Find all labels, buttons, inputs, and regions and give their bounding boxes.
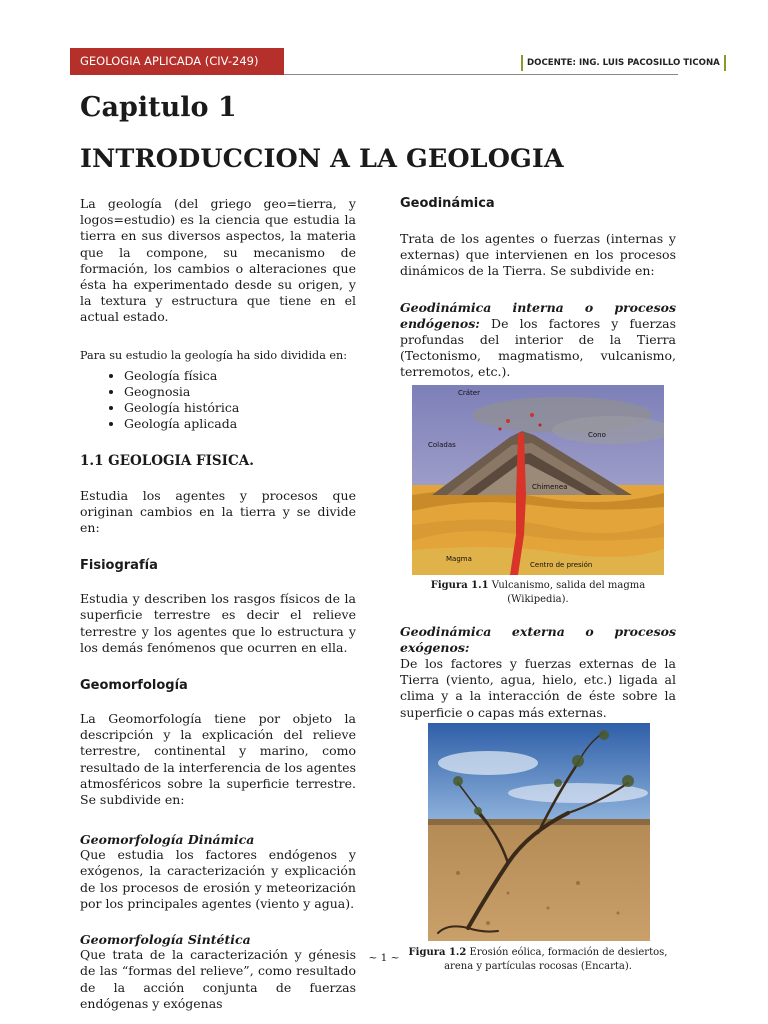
- figure-2-label: Figura 1.2: [408, 946, 467, 958]
- fisiografia-paragraph: Estudia y describen los rasgos físicos de la superficie terrestre es decir el relieve terrestre y los agentes que lo estructura y los demás fenómenos que ocurren en ella.: [80, 591, 356, 655]
- interna-text: De los factores y fuerzas profundas del interior de la Tierra (Tectonismo, magmatismo, vulcanismo, terremotos, etc.).: [400, 315, 676, 380]
- interna-paragraph: [400, 300, 676, 381]
- list-item: • Geognosia: [124, 384, 356, 400]
- label-crater: Cráter: [458, 388, 480, 397]
- sintetica-paragraph: Que trata de la caracterización y génesis de las “formas del relieve”, como resultado de la acción conjunta de fuerzas endógenas y exógenas: [80, 947, 356, 1011]
- geodinamica-heading: Geodinámica: [400, 196, 495, 211]
- volcano-illustration: [412, 385, 664, 575]
- figure-1-label: Figura 1.1: [430, 579, 489, 591]
- externa-text: De los factores y fuerzas externas de la Tierra (viento, agua, hielo, etc.) ligada al clima y a la interacción de éste sobre la superficie o capas más externas.: [400, 656, 676, 720]
- division-intro: Para su estudio la geología ha sido dividida en:: [80, 348, 348, 362]
- label-magma: Magma: [446, 554, 472, 563]
- division-list: [80, 368, 356, 433]
- teacher-header: DOCENTE: ING. LUIS PACOSILLO TICONA: [521, 55, 726, 71]
- figure-1-caption: [400, 579, 676, 607]
- geomorfologia-paragraph: La Geomorfología tiene por objeto la descripción y la explicación del relieve terrestre, continental y marino, como resultado de la interferencia de los agentes atmosféricos sobre la superficie terrestre. Se subdivide en:: [80, 711, 356, 808]
- fisiografia-heading: Fisiografía: [80, 558, 158, 574]
- figure-2-text: Erosión eólica, formación de desiertos, arena y partículas rocosas (Encarta).: [444, 946, 668, 972]
- dinamica-heading: Geomorfología Dinámica: [80, 832, 255, 848]
- left-column: [80, 196, 356, 1012]
- externa-heading: Geodinámica externa o procesos exógenos:: [400, 623, 676, 655]
- page-title: INTRODUCCION A LA GEOLOGIA: [80, 144, 564, 174]
- section-paragraph: Estudia los agentes y procesos que originan cambios en la tierra y se divide en:: [80, 487, 356, 536]
- label-cono: Cono: [588, 430, 606, 439]
- section-heading: 1.1 GEOLOGIA FISICA.: [80, 452, 254, 469]
- intro-paragraph: La geología (del griego geo=tierra, y logos=estudio) es la ciencia que estudia la tierra en sus diversos aspectos, la materia que la compone, su mecanismo de formación, los cambios o alteraciones que ésta ha experimentado desde su origen, y la textura y estructura que tiene en el actual estado.: [80, 196, 356, 325]
- course-header: GEOLOGIA APLICADA (CIV-249): [70, 48, 284, 75]
- desert-figure: [428, 723, 650, 941]
- externa-paragraph: [400, 624, 676, 721]
- sintetica-heading: Geomorfología Sintética: [80, 932, 251, 948]
- header-rule: [284, 74, 678, 75]
- list-item: • Geología histórica: [124, 400, 356, 416]
- chapter-title: Capitulo 1: [80, 92, 237, 123]
- figure-1-text: Vulcanismo, salida del magma (Wikipedia).: [491, 579, 646, 605]
- geomorfologia-heading: Geomorfología: [80, 678, 188, 694]
- dinamica-paragraph: Que estudia los factores endógenos y exógenos, la caracterización y explicación de los procesos de erosión y meteorización por los principales agentes (viento y agua).: [80, 847, 356, 911]
- interna-heading: Geodinámica interna o procesos endógenos:: [400, 299, 676, 331]
- list-item: • Geología física: [124, 368, 356, 384]
- geodinamica-paragraph: Trata de los agentes o fuerzas (internas y externas) que intervienen en los procesos dinámicos de la Tierra. Se subdivide en:: [400, 231, 676, 279]
- page-number: ~ 1 ~: [368, 952, 400, 964]
- volcano-figure: [412, 385, 664, 575]
- label-centro: Centro de presión: [530, 560, 593, 569]
- list-item: • Geología aplicada: [124, 416, 356, 432]
- desert-photo: [428, 723, 650, 941]
- label-coladas: Coladas: [428, 440, 456, 449]
- right-column: [400, 196, 676, 974]
- label-chimenea: Chimenea: [532, 482, 568, 491]
